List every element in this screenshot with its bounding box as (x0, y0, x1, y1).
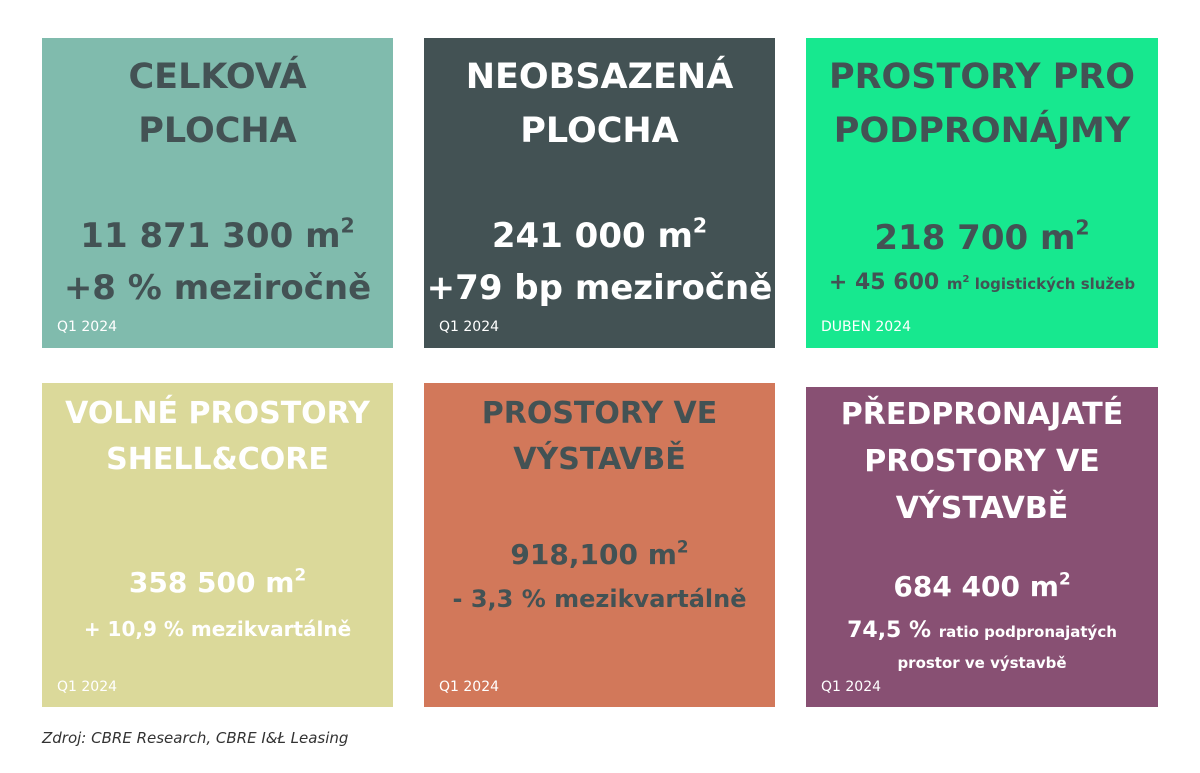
tile-value: 358 500 $m^2$ (128, 564, 307, 599)
tile-under-construction (424, 383, 775, 707)
tile-value: 11 871 300 $m^2$ (80, 213, 355, 256)
tile-period: Q1 2024 (439, 679, 500, 695)
tile-period: Q1 2024 (821, 679, 882, 695)
tile-period: DUBEN 2024 (821, 319, 912, 335)
tile-vacant-area (424, 38, 775, 348)
tile-shell-core (42, 383, 393, 707)
tile-change: 74,5 % ratio podpronajatých prostor ve výstavbě (847, 618, 1117, 672)
tile-change: +8 % meziročně (63, 268, 372, 308)
tile-sublease-space (806, 38, 1158, 348)
tile-value: 684 400 $m^2$ (893, 568, 1071, 603)
tile-title: VOLNÉ PROSTORY SHELL&CORE (65, 396, 370, 477)
tile-value: 218 700 $m^2$ (874, 215, 1090, 258)
tile-title: PŘEDPRONAJATÉ PROSTORY VE VÝSTAVBĚ (840, 397, 1124, 526)
tile-value: 241 000 $m^2$ (491, 213, 708, 256)
source-note: Zdroj: CBRE Research, CBRE I&Ł Leasing (42, 729, 349, 747)
tile-change: - 3,3 % mezikvartálně (452, 585, 747, 613)
tile-title: CELKOVÁ PLOCHA (128, 57, 307, 151)
tile-title: PROSTORY VE VÝSTAVBĚ (481, 396, 718, 477)
tile-value: 918,100 $m^2$ (510, 536, 689, 571)
tile-period: Q1 2024 (57, 319, 118, 335)
tile-change: + 10,9 % mezikvartálně (83, 617, 352, 641)
tile-total-area (42, 38, 393, 348)
tile-change: + 45 600 $m^2$ logistických služeb (828, 270, 1136, 295)
tile-period: Q1 2024 (439, 319, 500, 335)
tile-period: Q1 2024 (57, 679, 118, 695)
tile-prelet-construction (806, 387, 1158, 707)
tile-title: NEOBSAZENÁ PLOCHA (465, 57, 734, 151)
tile-title: PROSTORY PRO PODPRONÁJMY (828, 57, 1136, 151)
tile-change: +79 bp meziročně (426, 268, 773, 308)
